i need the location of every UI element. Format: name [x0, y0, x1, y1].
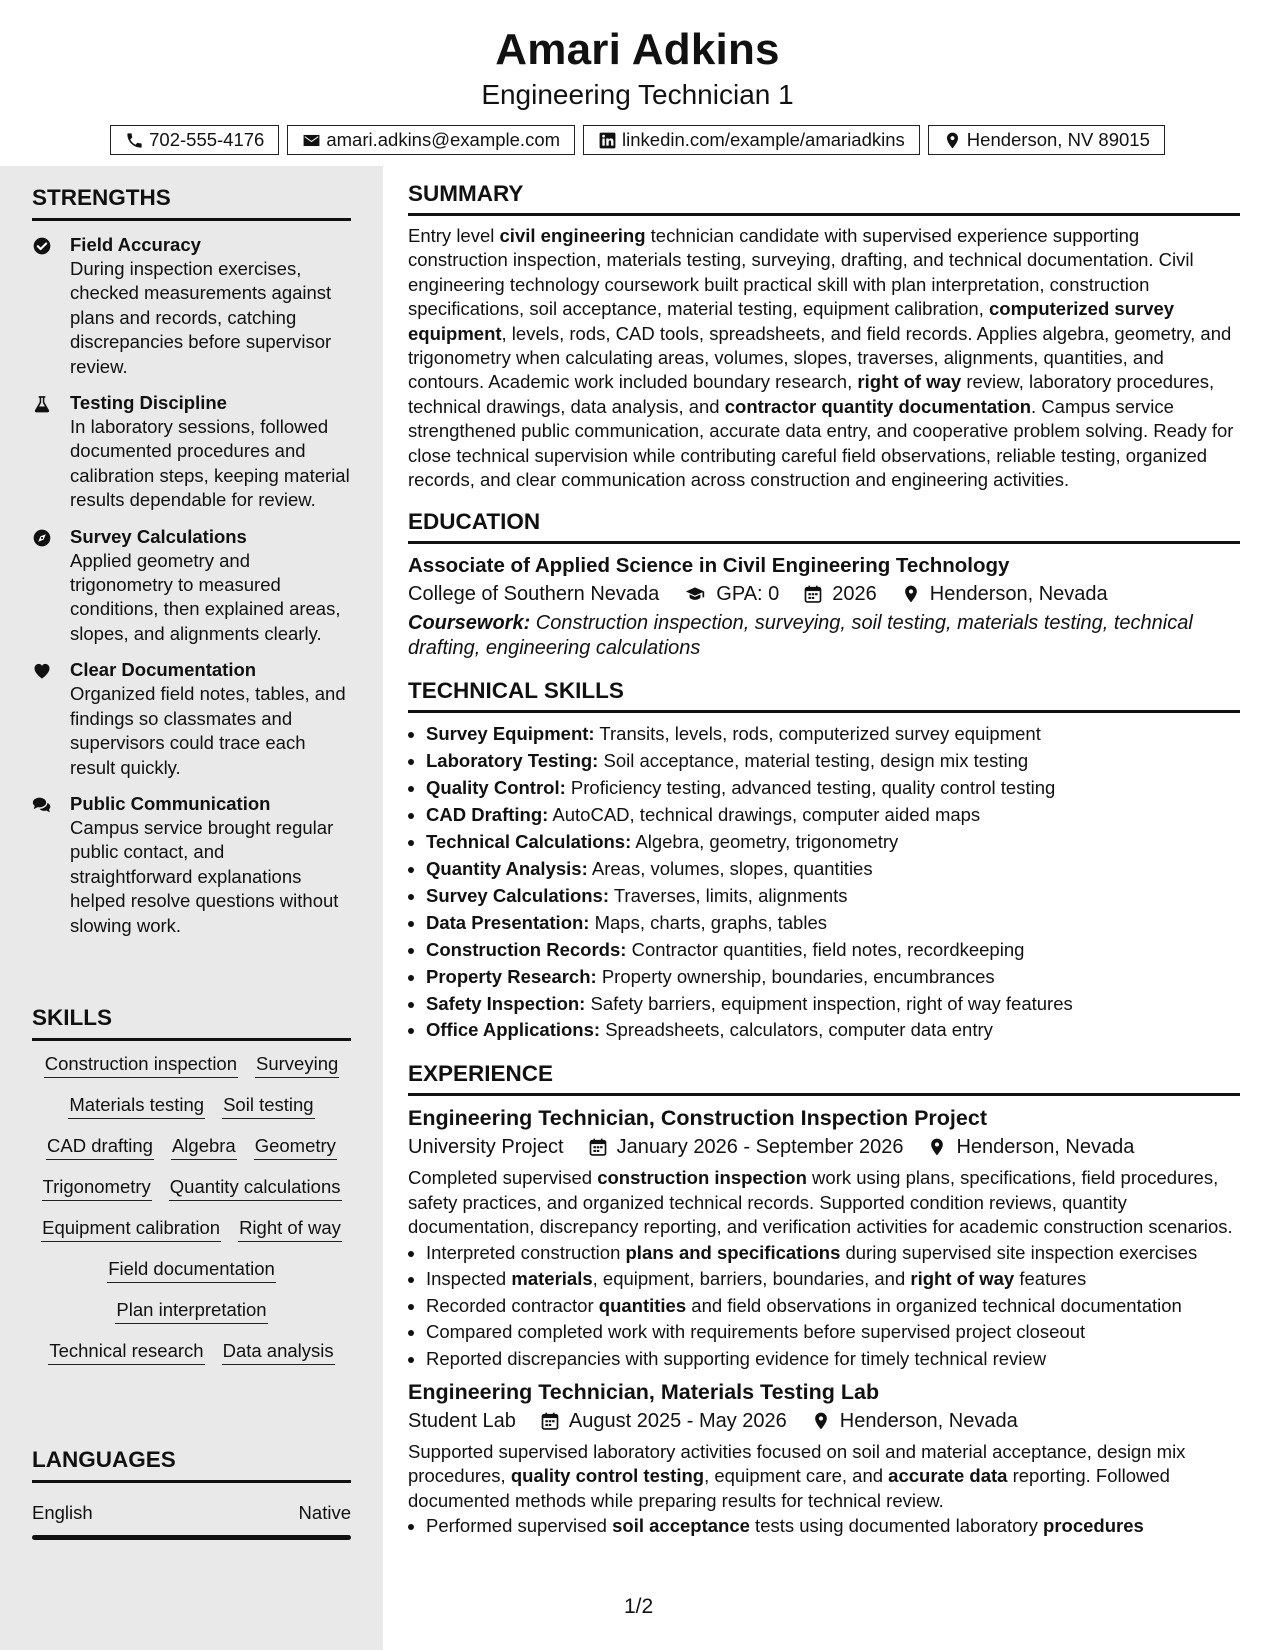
job-meta: [408, 1132, 1240, 1162]
contact-bar: [0, 125, 1275, 155]
body-text: Completed supervised: [408, 1167, 598, 1189]
summary-title: SUMMARY: [408, 181, 524, 206]
body-text: Performed supervised: [426, 1515, 613, 1537]
skill-tag: Data analysis: [222, 1338, 335, 1365]
skill-label: Property Research:: [426, 965, 597, 987]
calendar-icon: [803, 584, 823, 604]
page-number: 1/2: [624, 1595, 654, 1618]
list-item: [426, 1266, 1240, 1293]
skill-value: Areas, volumes, slopes, quantities: [587, 858, 873, 879]
list-item: [426, 856, 1240, 883]
linkedin-text: linkedin.com/example/amariadkins: [622, 129, 905, 150]
technical-skills-list: [408, 721, 1240, 1044]
language-level: Native: [298, 1502, 351, 1523]
body-text: , levels, rods, CAD tools, spreadsheets, and field records. Applies algebra, geometry, and trigonometry when calculating areas, volumes, slopes, traverses, alignments, quantities, and contours. Academic work included boundary research,: [408, 322, 1232, 393]
skill-tag: Geometry: [254, 1133, 337, 1160]
skill-label: Office Applications:: [426, 1019, 601, 1041]
map-marker-icon: [927, 1137, 947, 1157]
contact-linkedin[interactable]: [583, 125, 920, 155]
strength-title: Testing Discipline: [70, 392, 227, 414]
strength-title: Field Accuracy: [70, 234, 201, 255]
emphasis-text: procedures: [1043, 1515, 1144, 1537]
job-organization: University Project: [408, 1136, 564, 1159]
skill-value: Safety barriers, equipment inspection, right of way features: [585, 992, 1073, 1014]
sidebar: [0, 166, 383, 1650]
list-item: [426, 910, 1240, 937]
job-organization: Student Lab: [408, 1410, 516, 1433]
section-divider: [32, 1038, 351, 1041]
skill-label: Construction Records:: [426, 938, 627, 960]
graduation-year: 2026: [832, 583, 877, 606]
degree-title: Associate of Applied Science in Civil Engineering Technology: [408, 554, 1010, 578]
skill-label: Data Presentation:: [426, 911, 590, 933]
emphasis-text: right of way: [857, 371, 962, 393]
emphasis-text: materials: [511, 1268, 593, 1290]
section-divider: [408, 1093, 1240, 1096]
strength-description: In laboratory sessions, followed documented procedures and calibration steps, keeping material results dependable for review.: [70, 416, 350, 511]
education-meta: [408, 579, 1240, 609]
flask-icon: [32, 391, 70, 513]
strength-title: Public Communication: [70, 792, 271, 814]
job-bullets: [408, 1513, 1240, 1540]
graduation-cap-icon: [683, 584, 707, 604]
skill-tag: Equipment calibration: [41, 1215, 221, 1242]
list-item: [426, 1319, 1240, 1346]
skill-value: AutoCAD, technical drawings, computer aided maps: [548, 804, 981, 826]
skill-value: Maps, charts, graphs, tables: [589, 911, 827, 933]
skill-value: Contractor quantities, field notes, recordkeeping: [626, 938, 1025, 960]
gpa: GPA: 0: [716, 583, 780, 606]
envelope-icon: [302, 131, 321, 150]
job-dates: January 2026 - September 2026: [616, 1136, 904, 1159]
skill-label: Technical Calculations:: [426, 831, 632, 853]
strength-title: Clear Documentation: [70, 659, 257, 681]
skill-tag: Right of way: [238, 1215, 342, 1242]
map-marker-icon: [811, 1411, 831, 1431]
summary-section: [408, 180, 1240, 492]
skill-tag: Trigonometry: [42, 1174, 152, 1201]
education-section: [408, 508, 1240, 661]
job-description: [408, 1166, 1240, 1239]
section-divider: [408, 541, 1240, 544]
summary-text: [408, 224, 1240, 492]
linkedin-icon: [598, 131, 617, 150]
skill-value: Soil acceptance, material testing, design mix testing: [598, 750, 1029, 772]
email-text: amari.adkins@example.com: [326, 129, 561, 150]
coursework-label: Coursework:: [408, 612, 531, 635]
skill-tag: Materials testing: [68, 1092, 205, 1119]
body-text: , equipment care, and: [704, 1465, 889, 1487]
skill-tags: [32, 1049, 351, 1365]
coursework-text: Construction inspection, surveying, soil testing, materials testing, technical drafting, engineering calculations: [408, 612, 1193, 660]
list-item: [426, 748, 1240, 775]
skill-tag: Field documentation: [107, 1256, 276, 1283]
body-text: during supervised site inspection exercises: [840, 1241, 1198, 1263]
strengths-section: [32, 184, 351, 950]
skill-value: Proficiency testing, advanced testing, quality control testing: [565, 777, 1056, 799]
list-item: [426, 1513, 1240, 1540]
skills-title: SKILLS: [32, 1005, 113, 1030]
skill-tag: CAD drafting: [46, 1133, 154, 1160]
technical-skills-section: [408, 677, 1240, 1044]
job-location: Henderson, Nevada: [839, 1410, 1018, 1433]
strength-description: Organized field notes, tables, and findings so classmates and supervisors could trace each result quickly.: [70, 683, 346, 778]
emphasis-text: contractor quantity documentation: [724, 395, 1032, 417]
contact-email[interactable]: [287, 125, 575, 155]
body-text: Compared completed work with requirements before supervised project closeout: [426, 1321, 1086, 1343]
education-title: EDUCATION: [408, 509, 541, 535]
job-meta: [408, 1406, 1240, 1436]
body-text: review, laboratory procedures, technical drawings, data analysis, and: [408, 371, 1215, 417]
skill-tag: Plan interpretation: [115, 1297, 267, 1324]
job-description: [408, 1440, 1240, 1513]
body-text: . Campus service strengthened public communication, accurate data entry, and cooperative problem solving. Ready for close technical supervision while contributing careful field observations, reliable testing, organized records, and clear communication across construction and engineering activities.: [408, 395, 1234, 491]
strength-description: Applied geometry and trigonometry to measured conditions, then explained areas, slopes, and alignments clearly.: [70, 549, 341, 644]
emphasis-text: computerized survey equipment: [408, 298, 1175, 344]
job-entry: [408, 1104, 1240, 1372]
strength-item: [32, 391, 351, 513]
job-entry: [408, 1378, 1240, 1540]
experience-title: EXPERIENCE: [408, 1061, 554, 1087]
skill-value: Spreadsheets, calculators, computer data entry: [600, 1019, 993, 1041]
skill-label: Quality Control:: [426, 777, 566, 799]
job-bullets: [408, 1240, 1240, 1373]
coursework: [408, 611, 1240, 661]
strength-item: [32, 525, 351, 647]
skill-tag: Construction inspection: [44, 1051, 238, 1078]
strength-description: During inspection exercises, checked measurements against plans and records, catching discrepancies before supervisor review.: [70, 258, 332, 377]
skill-label: Laboratory Testing:: [426, 750, 599, 772]
list-item: [426, 775, 1240, 802]
job-title: Engineering Technician, Materials Testing Lab: [408, 1380, 880, 1405]
skills-section: [32, 1004, 351, 1365]
list-item: [426, 883, 1240, 910]
strength-item: [32, 792, 351, 938]
skill-value: Traverses, limits, alignments: [609, 884, 848, 906]
phone-icon: [125, 131, 144, 150]
calendar-icon: [588, 1137, 608, 1157]
resume-header: [0, 0, 1275, 155]
body-text: technician candidate with supervised experience supporting construction inspection, materials testing, surveying, drafting, and technical documentation. Civil engineering technology coursework built practical skill with plan interpretation, construction specifications, soil acceptance, material testing, equipment calibration,: [408, 225, 1194, 320]
body-text: tests using documented laboratory: [749, 1515, 1044, 1537]
list-item: [426, 1293, 1240, 1320]
list-item: [426, 829, 1240, 856]
skill-tag: Technical research: [48, 1338, 204, 1365]
heart-icon: [32, 658, 70, 780]
skill-value: Transits, levels, rods, computerized survey equipment: [594, 723, 1041, 745]
skill-tag: Quantity calculations: [169, 1174, 342, 1201]
location-text: Henderson, NV 89015: [966, 129, 1150, 150]
contact-phone[interactable]: [110, 125, 279, 155]
contact-location: [928, 125, 1165, 155]
list-item: [426, 1017, 1240, 1044]
job-dates: August 2025 - May 2026: [568, 1410, 787, 1433]
list-item: [426, 1346, 1240, 1373]
strength-item: [32, 658, 351, 780]
technical-skills-title: TECHNICAL SKILLS: [408, 678, 624, 704]
language-proficiency-bar: [32, 1535, 351, 1540]
body-text: work using plans, specifications, field procedures, safety practices, and organized technical records. Supported condition reviews, quantity documentation, discrepancy reporting, and verification activities for academic construction scenarios.: [408, 1167, 1233, 1238]
strengths-title: STRENGTHS: [32, 185, 171, 210]
language-row: [32, 1501, 351, 1525]
body-text: Entry level: [408, 225, 500, 246]
section-divider: [408, 710, 1240, 713]
skill-label: CAD Drafting:: [426, 804, 549, 826]
list-item: [426, 802, 1240, 829]
emphasis-text: quality control testing: [510, 1465, 705, 1487]
emphasis-text: civil engineering: [499, 225, 646, 246]
school-name: College of Southern Nevada: [408, 583, 660, 606]
main-column: [408, 180, 1240, 1556]
strength-item: [32, 233, 351, 379]
body-text: Inspected: [426, 1268, 512, 1290]
emphasis-text: right of way: [910, 1268, 1015, 1290]
language-name: English: [32, 1502, 93, 1523]
skill-tag: Soil testing: [222, 1092, 315, 1119]
school-location: Henderson, Nevada: [929, 583, 1108, 606]
body-text: reporting. Followed documented methods while preparing results for technical review.: [408, 1465, 1170, 1511]
skill-label: Safety Inspection:: [426, 992, 586, 1014]
skill-label: Survey Calculations:: [426, 884, 610, 906]
emphasis-text: construction inspection: [597, 1167, 807, 1189]
emphasis-text: accurate data: [888, 1465, 1008, 1487]
list-item: [426, 1240, 1240, 1267]
candidate-name: Amari Adkins: [495, 25, 780, 74]
list-item: [426, 991, 1240, 1018]
body-text: Interpreted construction: [426, 1241, 626, 1263]
list-item: [426, 721, 1240, 748]
comments-icon: [32, 792, 70, 938]
compass-icon: [32, 525, 70, 647]
body-text: Reported discrepancies with supporting evidence for timely technical review: [426, 1347, 1047, 1369]
body-text: and field observations in organized technical documentation: [686, 1294, 1182, 1316]
skill-value: Property ownership, boundaries, encumbrances: [596, 965, 995, 987]
job-title: Engineering Technician, Construction Inspection Project: [408, 1106, 987, 1131]
emphasis-text: soil acceptance: [612, 1515, 750, 1537]
section-divider: [32, 1480, 351, 1483]
skill-label: Quantity Analysis:: [426, 858, 588, 879]
strength-title: Survey Calculations: [70, 525, 247, 547]
calendar-icon: [540, 1411, 560, 1431]
skill-tag: Algebra: [171, 1133, 237, 1160]
strength-description: Campus service brought regular public contact, and straightforward explanations helped resolve questions without slowing work.: [70, 816, 339, 936]
body-text: features: [1014, 1268, 1087, 1290]
languages-section: [32, 1446, 351, 1540]
body-text: Supported supervised laboratory activities focused on soil and material acceptance, design mix procedures,: [408, 1441, 1186, 1487]
list-item: [426, 937, 1240, 964]
skill-value: Algebra, geometry, trigonometry: [631, 831, 899, 853]
check-circle-icon: [32, 233, 70, 379]
section-divider: [32, 218, 351, 221]
languages-title: LANGUAGES: [32, 1447, 176, 1472]
job-location: Henderson, Nevada: [956, 1136, 1135, 1159]
section-divider: [408, 213, 1240, 216]
body-text: , equipment, barriers, boundaries, and: [592, 1268, 911, 1290]
body-text: Recorded contractor: [426, 1294, 599, 1316]
map-marker-icon: [901, 584, 921, 604]
emphasis-text: plans and specifications: [625, 1241, 841, 1263]
skill-label: Survey Equipment:: [426, 723, 595, 745]
phone-text: 702-555-4176: [149, 129, 265, 150]
candidate-role: Engineering Technician 1: [481, 79, 794, 110]
map-marker-icon: [943, 131, 962, 150]
emphasis-text: quantities: [598, 1294, 687, 1316]
skill-tag: Surveying: [255, 1051, 339, 1078]
list-item: [426, 964, 1240, 991]
experience-section: [408, 1060, 1240, 1539]
